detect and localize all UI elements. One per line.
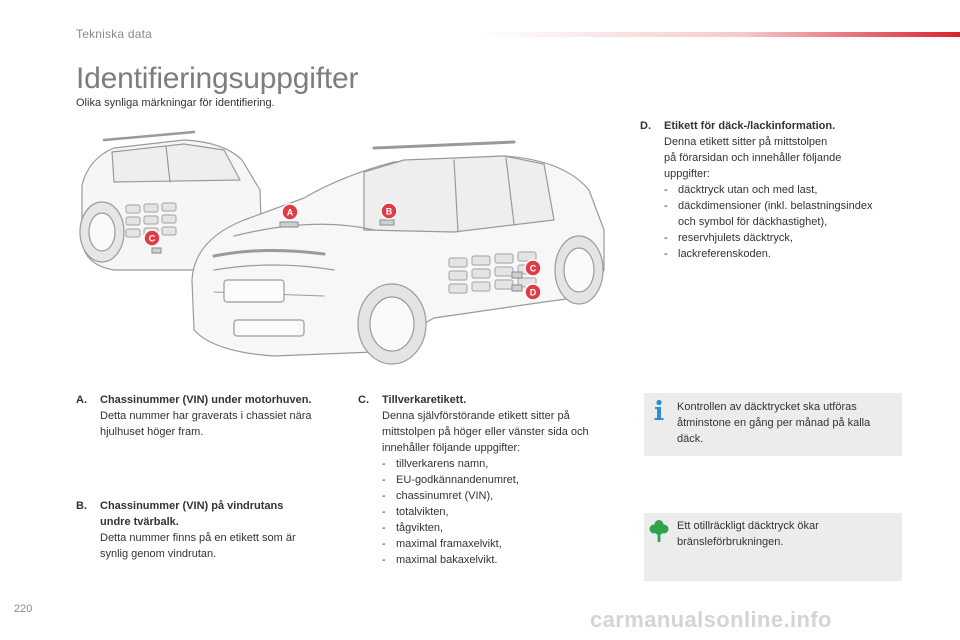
eco-notice-line: Ett otillräckligt däcktryck ökar: [677, 520, 819, 532]
list-item: - totalvikten,: [382, 504, 633, 520]
page-subtitle: Olika synliga märkningar för identifiering.: [76, 97, 275, 109]
info-notice-line: däck.: [677, 433, 704, 445]
section-b-body-line: synlig genom vindrutan.: [100, 548, 217, 560]
list-item: - chassinumret (VIN),: [382, 488, 633, 504]
header-accent-bar: [480, 32, 960, 37]
section-d-body-line: uppgifter:: [664, 168, 710, 180]
marker-b: [381, 203, 397, 219]
section-b-body-line: Detta nummer finns på en etikett som är: [100, 532, 296, 544]
list-item: - tågvikten,: [382, 520, 633, 536]
marker-d: [525, 284, 541, 300]
svg-text:D: D: [529, 287, 537, 298]
car-illustration: [74, 120, 614, 375]
marker-c-rear: [144, 230, 160, 246]
tree-icon: [649, 519, 669, 543]
page-title: Identifieringsuppgifter: [76, 62, 359, 95]
section-b-letter: B.: [76, 500, 87, 512]
section-d: [640, 118, 920, 262]
section-c-heading: Tillverkaretikett.: [382, 394, 467, 406]
section-c-body-line: innehåller följande uppgifter:: [382, 442, 521, 454]
page-number: 220: [14, 603, 33, 615]
section-c-list: [358, 456, 633, 568]
list-item: - maximal framaxelvikt,: [382, 536, 633, 552]
section-c-body-line: mittstolpen på höger eller vänster sida och: [382, 426, 589, 438]
marker-c-front: [525, 260, 541, 276]
info-notice-line: åtminstone en gång per månad på kalla: [677, 417, 871, 429]
svg-text:B: B: [385, 206, 393, 217]
section-b-heading-line: undre tvärbalk.: [100, 516, 179, 528]
section-b: [76, 498, 346, 562]
info-notice: [644, 393, 902, 456]
svg-text:C: C: [529, 263, 537, 274]
list-item: - reservhjulets däcktryck,: [664, 230, 920, 246]
section-a: [76, 392, 346, 440]
list-item: - däckdimensioner (inkl. belastningsindex och symbol för däckhastighet),: [664, 198, 920, 230]
car-drawing: [74, 120, 614, 375]
marker-a: [282, 204, 298, 220]
section-d-letter: D.: [640, 120, 651, 132]
svg-text:A: A: [286, 207, 294, 218]
section-a-body-line: Detta nummer har graverats i chassiet nära: [100, 410, 312, 422]
info-notice-line: Kontrollen av däcktrycket ska utföras: [677, 401, 857, 413]
section-a-letter: A.: [76, 394, 87, 406]
section-a-body-line: hjulhuset höger fram.: [100, 426, 204, 438]
section-b-heading: Chassinummer (VIN) på vindrutans: [100, 500, 284, 512]
section-d-list: [640, 182, 920, 262]
info-icon: [652, 399, 666, 421]
section-d-heading: Etikett för däck-/lackinformation.: [664, 120, 836, 132]
section-c: [358, 392, 633, 568]
list-item: - däcktryck utan och med last,: [664, 182, 920, 198]
section-d-body-line: på förarsidan och innehåller följande: [664, 152, 842, 164]
eco-notice: [644, 513, 902, 581]
list-item: - tillverkarens namn,: [382, 456, 633, 472]
watermark: carmanualsonline.info: [590, 607, 832, 632]
section-c-body-line: Denna självförstörande etikett sitter på: [382, 410, 570, 422]
svg-text:C: C: [148, 233, 156, 244]
section-header: Tekniska data: [76, 27, 152, 41]
eco-notice-line: bränsleförbrukningen.: [677, 536, 784, 548]
list-item: - maximal bakaxelvikt.: [382, 552, 633, 568]
list-item: - lackreferenskoden.: [664, 246, 920, 262]
list-item: - EU-godkännandenumret,: [382, 472, 633, 488]
section-d-body-line: Denna etikett sitter på mittstolpen: [664, 136, 828, 148]
section-a-heading: Chassinummer (VIN) under motorhuven.: [100, 394, 312, 406]
section-c-letter: C.: [358, 394, 369, 406]
